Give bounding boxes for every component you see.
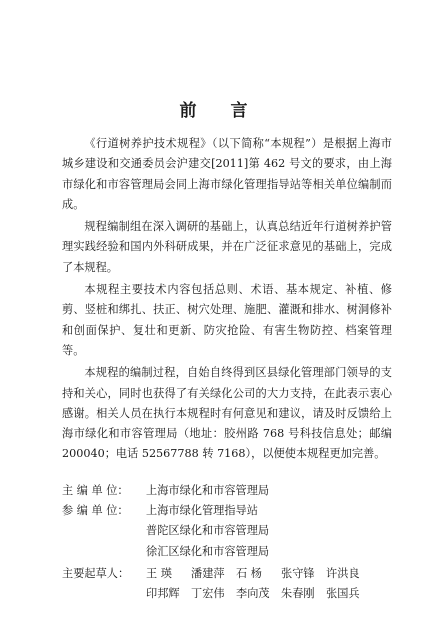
drafters-label: 主要起草人： (62, 566, 130, 580)
participating-unit-list (146, 501, 392, 562)
drafter-name: 张守锋 (281, 566, 315, 580)
participating-unit: 普陀区绿化和市容管理局 (146, 524, 270, 538)
document-body (62, 134, 392, 605)
chief-unit: 上海市绿化和市容管理局 (146, 483, 270, 497)
drafter-name: 潘建萍 (191, 566, 225, 580)
units-section (62, 481, 392, 605)
page-title: 前 言 (179, 101, 262, 121)
drafter-name: 朱春刚 (281, 587, 315, 601)
participating-unit-label: 参 编 单 位： (62, 504, 129, 518)
drafters-list (146, 564, 392, 605)
drafter-name: 张国兵 (326, 587, 360, 601)
drafter-name: 石 杨 (236, 566, 262, 580)
drafter-name: 李向茂 (236, 587, 270, 601)
drafters-row (62, 564, 392, 605)
drafter-name: 王 瑛 (146, 566, 172, 580)
participating-unit: 徐汇区绿化和市容管理局 (146, 544, 270, 558)
paragraph-content: 本规程主要技术内容包括总则、术语、基本规定、补植、修剪、竖桩和绑扎、扶正、树穴处理、施肥、灌溉和排水、树洞修补和创面保护、复壮和更新、防灾抢险、有害生物防控、档案管理等。 (62, 283, 392, 357)
paragraph-acknowledgement: 本规程的编制过程，自始自终得到区县绿化管理部门领导的支持和关心，同时也获得了有关绿化公司的大力支持，在此表示衷心感谢。相关人员在执行本规程时有何意见和建议，请及时反馈给上海市绿化和市容管理局（地址：胶州路 768 号科技信息处；邮编 200040；电话 52567788 转 7168），以便使本规程更加完善。 (62, 366, 392, 461)
participating-unit: 上海市绿化管理指导站 (146, 504, 258, 518)
drafter-name: 印邦辉 (146, 587, 180, 601)
chief-unit-label: 主 编 单 位： (62, 483, 129, 497)
participating-unit-row (62, 501, 392, 562)
drafter-name: 许洪良 (326, 566, 360, 580)
paragraph-research: 规程编制组在深入调研的基础上，认真总结近年行道树养护管理实践经验和国内外科研成果，并在广泛征求意见的基础上，完成了本规程。 (62, 220, 392, 274)
drafter-name: 丁宏伟 (191, 587, 225, 601)
paragraph-intro: 《行道树养护技术规程》（以下简称“本规程”）是根据上海市城乡建设和交通委员会沪建交[2011]第 462 号文的要求，由上海市绿化和市容管理局会同上海市绿化管理指导站等相关单位编制而成。 (62, 137, 392, 211)
chief-unit-row (62, 481, 392, 501)
